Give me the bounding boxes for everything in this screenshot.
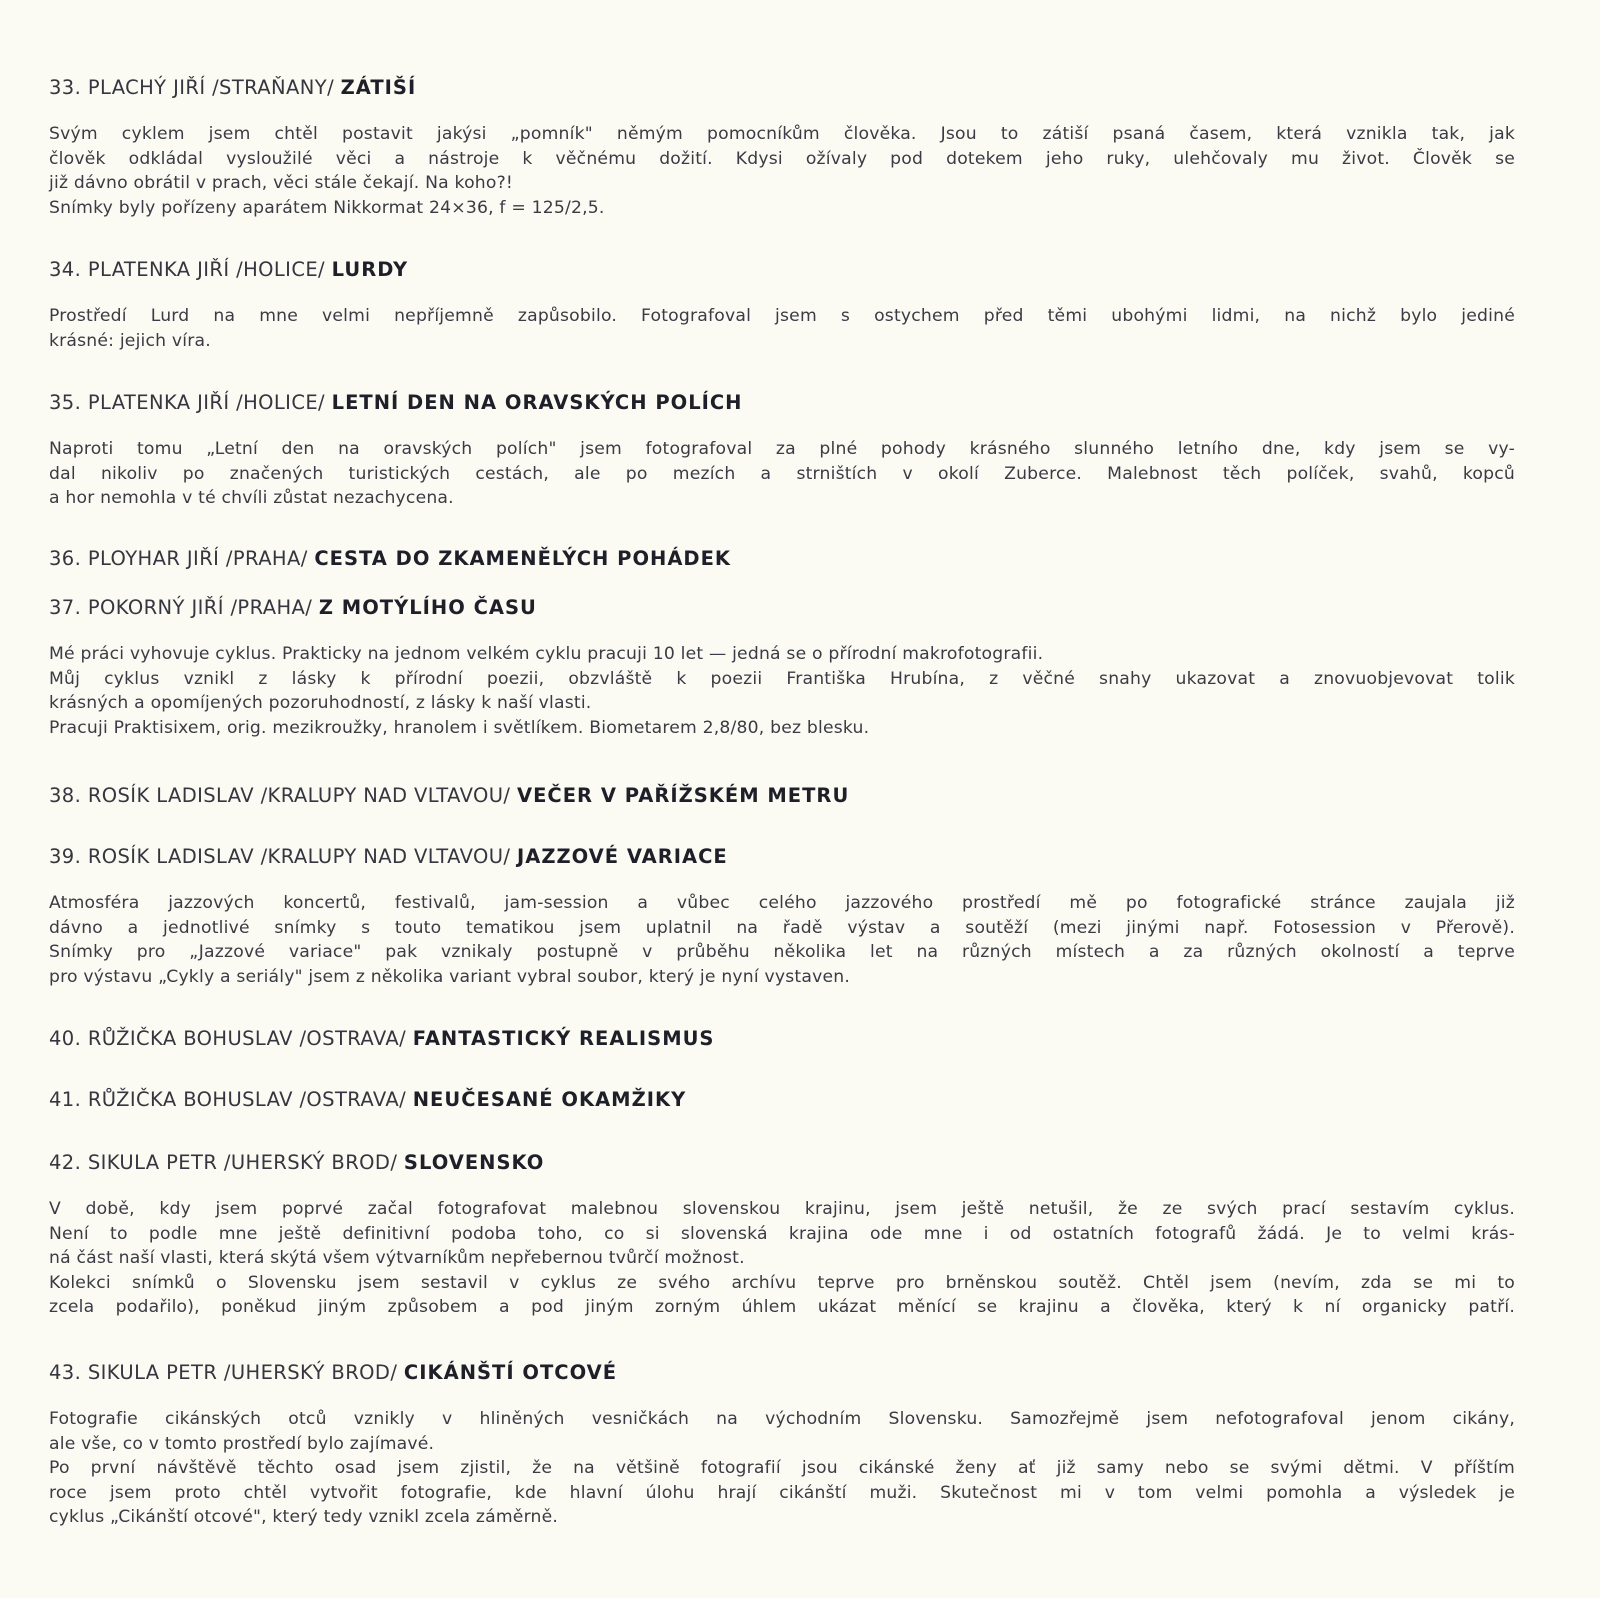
entry-heading bbox=[49, 845, 1515, 869]
text-line: Můj cyklus vznikl z lásky k přírodní poezii, obzvláště k poezii Františka Hrubína, z věčné snahy ukazovat a znovuobjevovat tolik bbox=[49, 668, 1515, 689]
entry-heading bbox=[49, 784, 1515, 808]
entry-36 bbox=[49, 547, 1515, 571]
text-line: Kolekci snímků o Slovensku jsem sestavil v cyklus ze svého archívu teprve pro brněnskou soutěž. Chtěl jsem (nevím, zda se mi to bbox=[49, 1272, 1515, 1293]
entry-heading bbox=[49, 76, 1515, 100]
entry-number: 36. bbox=[49, 547, 82, 570]
text-line: ná část naší vlasti, která skýtá všem výtvarníkům nepřebernou tvůrčí možnost. bbox=[49, 1248, 745, 1269]
text-line: zcela podařilo), poněkud jiným způsobem a pod jiným zorným úhlem ukázat měnící se krajinu a člověka, který k ní organicky patří. bbox=[49, 1297, 1515, 1318]
entry-heading bbox=[49, 258, 1515, 282]
entry-author: RŮŽIČKA BOHUSLAV /OSTRAVA/ bbox=[87, 1027, 407, 1050]
text-line: a hor nemohla v té chvíli zůstat nezachycena. bbox=[49, 488, 454, 509]
entry-35 bbox=[49, 391, 1515, 511]
text-line: dávno a jednotlivé snímky s touto tematikou jsem uplatnil na řadě výstav a soutěží (mezi jinými např. Fotosession v Přerově). bbox=[49, 917, 1515, 938]
entry-title: LURDY bbox=[331, 258, 409, 281]
entry-author: RŮŽIČKA BOHUSLAV /OSTRAVA/ bbox=[87, 1088, 407, 1111]
entry-title: VEČER V PAŘÍŽSKÉM METRU bbox=[517, 784, 850, 807]
entry-34 bbox=[49, 258, 1515, 353]
entry-description bbox=[49, 642, 1515, 740]
entry-38 bbox=[49, 784, 1515, 808]
text-line: Fotografie cikánských otců vznikly v hliněných vesničkách na východním Slovensku. Samozřejmě jsem nefotografoval jenom cikány, bbox=[49, 1409, 1515, 1429]
entry-author: PLOYHAR JIŘÍ /PRAHA/ bbox=[87, 547, 308, 570]
entry-number: 43. bbox=[49, 1361, 82, 1384]
text-line: krásné: jejich víra. bbox=[49, 330, 211, 351]
entry-description bbox=[49, 1407, 1515, 1530]
text-line: již dávno obrátil v prach, věci stále čekají. Na koho?! bbox=[49, 173, 514, 194]
entry-number: 39. bbox=[49, 845, 82, 868]
entry-number: 33. bbox=[49, 76, 82, 99]
entry-number: 41. bbox=[49, 1088, 82, 1111]
entry-author: SIKULA PETR /UHERSKÝ BROD/ bbox=[87, 1151, 398, 1174]
entry-author: POKORNÝ JIŘÍ /PRAHA/ bbox=[87, 596, 313, 619]
text-line: V době, kdy jsem poprvé začal fotografovat malebnou slovenskou krajinu, jsem ještě netušil, že ze svých prací sestavím cyklus. bbox=[49, 1199, 1515, 1219]
entry-heading bbox=[49, 391, 1515, 415]
entry-title: SLOVENSKO bbox=[403, 1151, 545, 1174]
text-line: dal nikoliv po značených turistických cestách, ale po mezích a strništích v okolí Zuberce. Malebnost těch políček, svahů, kopců bbox=[49, 463, 1515, 484]
entry-description bbox=[49, 891, 1515, 989]
entry-author: PLATENKA JIŘÍ /HOLICE/ bbox=[87, 258, 326, 281]
entry-heading bbox=[49, 547, 1515, 571]
entry-number: 35. bbox=[49, 391, 82, 414]
entry-title: NEUČESANÉ OKAMŽIKY bbox=[412, 1088, 687, 1111]
text-line: Prostředí Lurd na mne velmi nepříjemně zapůsobilo. Fotografoval jsem s ostychem před těmi ubohými lidmi, na nichž bylo jediné bbox=[49, 306, 1515, 326]
entry-author: ROSÍK LADISLAV /KRALUPY NAD VLTAVOU/ bbox=[87, 845, 511, 868]
entry-39 bbox=[49, 845, 1515, 989]
entry-description bbox=[49, 1197, 1515, 1320]
entry-heading bbox=[49, 1027, 1515, 1051]
entry-title: ZÁTIŠÍ bbox=[340, 76, 417, 99]
entry-title: JAZZOVÉ VARIACE bbox=[517, 845, 728, 868]
entry-heading bbox=[49, 1088, 1515, 1112]
text-line: Není to podle mne ještě definitivní podoba toho, co si slovenská krajina ode mne i od ostatních fotografů žádá. Je to velmi krás- bbox=[49, 1223, 1515, 1244]
entry-41 bbox=[49, 1088, 1515, 1112]
entry-title: Z MOTÝLÍHO ČASU bbox=[318, 596, 537, 619]
text-line: roce jsem proto chtěl vytvořit fotografie, kde hlavní úlohu hrají cikánští muži. Skutečnost mi v tom velmi pomohla a výsledek je bbox=[49, 1482, 1515, 1503]
text-line: krásných a opomíjených pozoruhodností, z lásky k naší vlasti. bbox=[49, 693, 592, 714]
entry-author: PLACHÝ JIŘÍ /STRAŇANY/ bbox=[87, 76, 335, 99]
text-line: Snímky pro „Jazzové variace" pak vznikaly postupně v průběhu několika let na různých místech a za různých okolností a teprve bbox=[49, 942, 1515, 963]
text-line: Naproti tomu „Letní den na oravských polích" jsem fotografoval za plné pohody krásného slunného letního dne, kdy jsem se vy- bbox=[49, 439, 1515, 459]
text-line: Atmosféra jazzových koncertů, festivalů, jam-session a vůbec celého jazzového prostředí mě po fotografické stránce zaujala již bbox=[49, 893, 1515, 913]
entry-title: LETNÍ DEN NA ORAVSKÝCH POLÍCH bbox=[331, 391, 743, 414]
text-line: Snímky byly pořízeny aparátem Nikkormat 24×36, f = 125/2,5. bbox=[49, 197, 605, 218]
entry-number: 38. bbox=[49, 784, 82, 807]
entry-author: PLATENKA JIŘÍ /HOLICE/ bbox=[87, 391, 326, 414]
text-line: cyklus „Cikánští otcové", který tedy vznikl zcela záměrně. bbox=[49, 1507, 559, 1528]
entry-heading bbox=[49, 1151, 1515, 1175]
text-line: ale vše, co v tomto prostředí bylo zajímavé. bbox=[49, 1433, 435, 1454]
text-line: pro výstavu „Cykly a seriály" jsem z několika variant vybral soubor, který je nyní vystaven. bbox=[49, 966, 850, 987]
entry-number: 42. bbox=[49, 1151, 82, 1174]
entry-heading bbox=[49, 596, 1515, 620]
entry-description bbox=[49, 304, 1515, 353]
text-line: Mé práci vyhovuje cyklus. Prakticky na jednom velkém cyklu pracuji 10 let — jedná se o přírodní makrofotografii. bbox=[49, 644, 1044, 664]
entry-33 bbox=[49, 76, 1515, 220]
entry-number: 40. bbox=[49, 1027, 82, 1050]
entry-number: 34. bbox=[49, 258, 82, 281]
entry-heading bbox=[49, 1361, 1515, 1385]
entry-43 bbox=[49, 1361, 1515, 1530]
entry-40 bbox=[49, 1027, 1515, 1051]
entry-author: SIKULA PETR /UHERSKÝ BROD/ bbox=[87, 1361, 398, 1384]
entry-number: 37. bbox=[49, 596, 82, 619]
entry-title: CIKÁNŠTÍ OTCOVÉ bbox=[403, 1361, 618, 1384]
entry-author: ROSÍK LADISLAV /KRALUPY NAD VLTAVOU/ bbox=[87, 784, 511, 807]
text-line: člověk odkládal vysloužilé věci a nástroje k věčnému dožití. Kdysi ožívaly pod dotekem jeho ruky, ulehčovaly mu život. Člověk se bbox=[49, 148, 1515, 169]
entry-37 bbox=[49, 596, 1515, 740]
entry-title: FANTASTICKÝ REALISMUS bbox=[412, 1027, 715, 1050]
entry-title: CESTA DO ZKAMENĚLÝCH POHÁDEK bbox=[314, 547, 732, 570]
text-line: Po první návštěvě těchto osad jsem zjistil, že na většině fotografií jsou cikánské ženy ať již samy nebo se svými dětmi. V příštím bbox=[49, 1458, 1515, 1479]
text-line: Pracuji Praktisixem, orig. mezikroužky, hranolem i světlíkem. Biometarem 2,8/80, bez blesku. bbox=[49, 717, 870, 738]
entry-description bbox=[49, 122, 1515, 220]
entry-42 bbox=[49, 1151, 1515, 1320]
text-line: Svým cyklem jsem chtěl postavit jakýsi „pomník" němým pomocníkům člověka. Jsou to zátiší psaná časem, která vznikla tak, jak bbox=[49, 124, 1515, 144]
entry-description bbox=[49, 437, 1515, 511]
